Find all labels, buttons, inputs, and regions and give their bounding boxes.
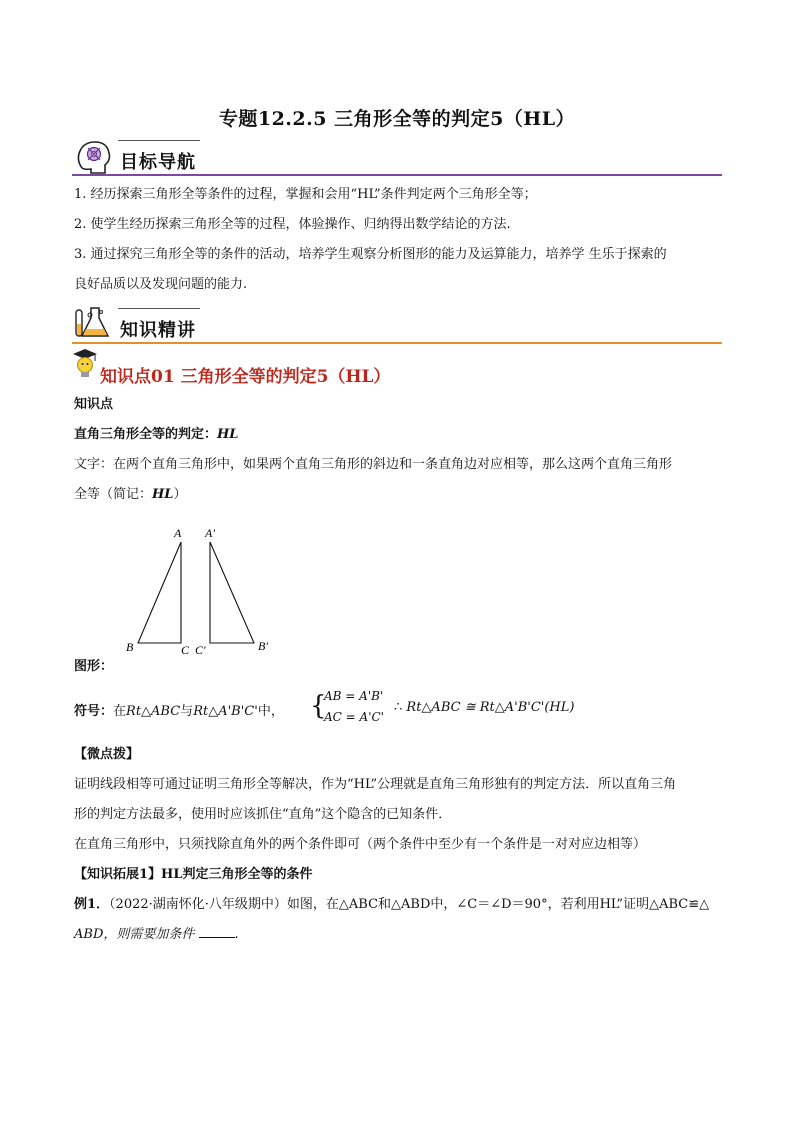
brain-gear-icon	[74, 138, 114, 176]
vertex-b: B	[126, 640, 134, 654]
knowledge-point-heading: 知识点01 三角形全等的判定5（HL）	[100, 367, 391, 387]
tips-line3: 在直角三角形中，只须找除直角外的两个条件即可（两个条件中至少有一个条件是一对对应边相等）	[74, 837, 647, 852]
equation-2: AC = A'C'	[324, 710, 384, 724]
example-line1: 例1．（2022·湖南怀化·八年级期中）如图，在△ABC和△ABD中，∠C＝∠D＝90°，若利用HL”证明△ABC≌△	[74, 897, 710, 912]
symbol-conclusion: ∴ Rt△ABC ≅ Rt△A'B'C'(HL)	[394, 700, 575, 715]
triangle-abc	[138, 542, 181, 643]
extension-label: 【知识拓展1】HL判定三角形全等的条件	[74, 867, 313, 882]
header-top-rule	[118, 140, 200, 141]
tips-label: 【微点拨】	[74, 747, 140, 762]
equation-1: AB = A'B'	[324, 689, 384, 703]
tips-line1: 证明线段相等可通过证明三角形全等解决，作为“HL”公理就是直角三角形独有的判定方法．所以直角三角	[74, 777, 677, 792]
symbol-equations	[324, 686, 384, 728]
rule-text-line1: 文字：在两个直角三角形中，如果两个直角三角形的斜边和一条直角边对应相等，那么这两个直角三角形	[74, 457, 673, 472]
orange-rule	[72, 342, 722, 344]
rule-text-line2: 全等（简记：HL）	[74, 487, 187, 502]
goal-2: 2. 使学生经历探索三角形全等的过程，体验操作、归纳得出数学结论的方法.	[74, 217, 511, 232]
example-line2: ABD，则需要加条件 .	[74, 927, 239, 942]
figure-label: 图形：	[74, 659, 114, 674]
graduation-bulb-icon	[70, 346, 100, 380]
header-top-rule	[118, 308, 200, 309]
answer-blank[interactable]	[199, 925, 235, 938]
vertex-b-prime: B′	[258, 639, 268, 653]
section-label-goals: 目标导航	[120, 152, 196, 173]
page-title: 专题12.2.5 三角形全等的判定5（HL）	[218, 108, 576, 130]
brace: {	[310, 691, 327, 721]
symbol-line: 符号：在Rt△ABC与Rt△A'B'C'中，	[74, 704, 284, 719]
triangle-a2b2c2	[210, 542, 254, 643]
rule-title: 直角三角形全等的判定：HL	[74, 427, 239, 442]
goal-3: 3. 通过探究三角形全等的条件的活动，培养学生观察分析图形的能力及运算能力，培养学 生乐于探索的	[74, 247, 667, 262]
knowledge-label: 知识点	[74, 397, 114, 412]
section-header-goals	[72, 140, 722, 176]
vertex-a: A	[174, 526, 182, 540]
tips-line2: 形的判定方法最多，使用时应该抓住“直角”这个隐含的已知条件．	[74, 807, 452, 822]
purple-rule	[72, 174, 722, 176]
goal-4: 良好品质以及发现问题的能力.	[74, 277, 248, 292]
section-label-knowledge: 知识精讲	[120, 320, 196, 341]
vertex-c: C	[181, 643, 190, 657]
triangles-figure	[116, 522, 288, 662]
section-header-knowledge	[72, 308, 722, 344]
vertex-a-prime: A′	[205, 526, 215, 540]
flask-icon	[72, 302, 114, 344]
goal-1: 1. 经历探索三角形全等条件的过程，掌握和会用“HL”条件判定两个三角形全等；	[74, 187, 537, 202]
vertex-c-prime: C′	[195, 643, 206, 657]
